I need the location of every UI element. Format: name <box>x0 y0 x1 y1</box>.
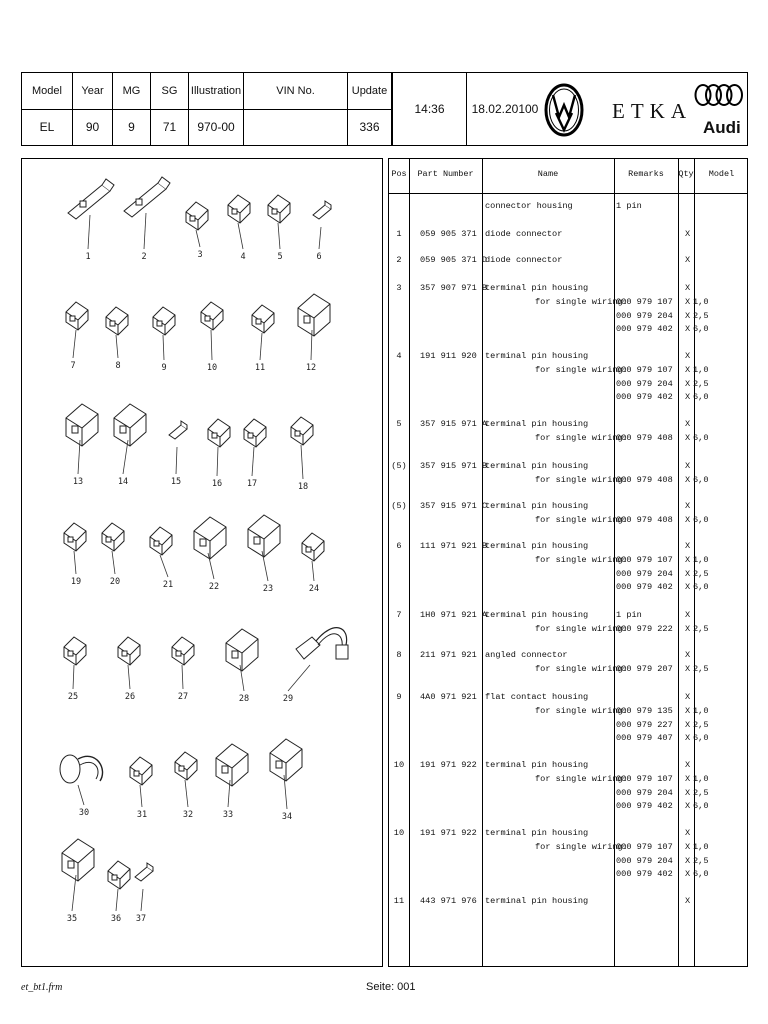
row-qty: X <box>685 650 691 660</box>
part-27-drawing <box>172 637 194 689</box>
row-wiring-label: for single wiring: <box>535 624 628 634</box>
model-cell <box>22 73 73 145</box>
part-number-label: 20 <box>109 577 121 587</box>
row-qty: X <box>685 392 691 403</box>
part-25-drawing <box>64 637 86 689</box>
row-model: 2,5 <box>693 787 709 798</box>
row-model: 6,0 <box>693 475 709 485</box>
vw-logo-icon <box>544 83 584 137</box>
part-number-label: 37 <box>135 914 147 924</box>
time-value: 14:36 <box>392 73 467 145</box>
row-remark: 000 979 204 <box>616 378 673 389</box>
row-name: terminal pin housing <box>485 501 589 511</box>
part-8-drawing <box>106 307 128 358</box>
row-qty: X <box>685 351 691 361</box>
row-model: 2,5 <box>693 624 709 634</box>
part-12-drawing <box>298 294 330 360</box>
part-number-label: 25 <box>67 692 79 702</box>
row-model: 6,0 <box>693 433 709 443</box>
year-cell <box>73 73 113 145</box>
part-number-label: 17 <box>246 479 258 489</box>
part-34-drawing <box>270 739 302 809</box>
sg-value: 71 <box>162 120 177 134</box>
header-bar <box>21 72 748 146</box>
row-part-number: 357 915 971 B <box>420 461 488 471</box>
row-model: 1,0 <box>693 365 709 375</box>
row-model: 1,0 <box>693 774 709 784</box>
row-qty: X <box>685 733 691 744</box>
row-pos: 7 <box>396 610 402 620</box>
row-name: diode connector <box>485 229 563 239</box>
row-model: 2,5 <box>693 568 709 579</box>
illustration-label: Illustration <box>190 85 242 97</box>
row-part-number: 357 907 971 B <box>420 283 488 293</box>
sg-label: SG <box>161 85 178 97</box>
part-number-label: 6 <box>316 252 322 262</box>
row-pos: (5) <box>391 501 407 511</box>
row-model: 6,0 <box>693 582 709 593</box>
part-15-drawing <box>169 421 187 474</box>
part-number-label: 18 <box>297 482 309 492</box>
part-number-label: 23 <box>262 584 274 594</box>
update-label: Update <box>351 85 388 97</box>
row-pos: 4 <box>396 351 402 361</box>
row-name: terminal pin housing <box>485 828 589 838</box>
part-number-label: 30 <box>78 808 90 818</box>
row-qty: X <box>685 869 691 880</box>
illustration-value: 970-00 <box>197 120 235 134</box>
row-qty: X <box>685 624 691 634</box>
part-32-drawing <box>175 752 197 807</box>
row-remark: 000 979 107 <box>616 774 673 784</box>
row-remark: 1 pin <box>616 201 642 211</box>
row-name: terminal pin housing <box>485 283 589 293</box>
row-model: 2,5 <box>693 719 709 730</box>
row-remark: 000 979 107 <box>616 842 673 852</box>
part-10-drawing <box>201 302 223 360</box>
row-wiring-label: for single wiring: <box>535 365 628 375</box>
year-label: Year <box>81 85 104 97</box>
row-qty: X <box>685 801 691 812</box>
col-header-model: Model <box>708 169 735 179</box>
row-remark: 000 979 107 <box>616 555 673 565</box>
row-remark: 1 pin <box>616 610 642 620</box>
part-16-drawing <box>208 419 230 476</box>
row-model: 2,5 <box>693 310 709 321</box>
part-1-drawing <box>68 179 114 249</box>
row-qty: X <box>685 774 691 784</box>
part-number-label: 21 <box>162 580 174 590</box>
part-number-label: 3 <box>197 250 203 260</box>
part-number-label: 9 <box>161 363 167 373</box>
row-remark: 000 979 204 <box>616 310 673 321</box>
row-wiring-label: for single wiring: <box>535 297 628 307</box>
mg-label: MG <box>122 85 141 97</box>
part-9-drawing <box>153 307 175 360</box>
row-part-number: 1H0 971 921 A <box>420 610 488 620</box>
part-5-drawing <box>268 195 290 249</box>
part-number-label: 22 <box>208 582 220 592</box>
part-number-label: 12 <box>305 363 317 373</box>
row-qty: X <box>685 419 691 429</box>
row-model: 6,0 <box>693 324 709 335</box>
row-name: terminal pin housing <box>485 351 589 361</box>
part-number-label: 11 <box>254 363 266 373</box>
row-qty: X <box>685 855 691 866</box>
row-qty: X <box>685 541 691 551</box>
row-pos: 10 <box>393 828 405 838</box>
row-pos: (5) <box>391 461 407 471</box>
part-20-drawing <box>102 523 124 574</box>
part-number-label: 4 <box>240 252 246 262</box>
part-number-label: 28 <box>238 694 250 704</box>
row-qty: X <box>685 229 691 239</box>
part-28-drawing <box>226 629 258 691</box>
row-name: terminal pin housing <box>485 461 589 471</box>
row-wiring-label: for single wiring: <box>535 842 628 852</box>
row-qty: X <box>685 433 691 443</box>
part-6-drawing <box>313 201 331 249</box>
row-qty: X <box>685 828 691 838</box>
row-model: 1,0 <box>693 555 709 565</box>
part-2-drawing <box>124 177 170 249</box>
audi-wordmark: Audi <box>703 118 741 137</box>
col-header-qty: Qty <box>678 169 694 179</box>
row-qty: X <box>685 610 691 620</box>
row-wiring-label: for single wiring: <box>535 475 628 485</box>
row-model: 2,5 <box>693 378 709 389</box>
row-wiring-label: for single wiring: <box>535 555 628 565</box>
part-number-label: 35 <box>66 914 78 924</box>
row-pos: 1 <box>396 229 402 239</box>
part-number-label: 33 <box>222 810 234 820</box>
row-qty: X <box>685 719 691 730</box>
row-remark: 000 979 227 <box>616 719 673 730</box>
row-remark: 000 979 107 <box>616 365 673 375</box>
row-remark: 000 979 408 <box>616 433 673 443</box>
row-model: 1,0 <box>693 706 709 716</box>
row-qty: X <box>685 787 691 798</box>
part-number-label: 34 <box>281 812 293 822</box>
row-remark: 000 979 408 <box>616 515 673 525</box>
row-part-number: 111 971 921 B <box>420 541 488 551</box>
update-value: 336 <box>359 120 380 134</box>
row-name: terminal pin housing <box>485 760 589 770</box>
row-qty: X <box>685 501 691 511</box>
row-model: 6,0 <box>693 733 709 744</box>
row-name: terminal pin housing <box>485 541 589 551</box>
row-wiring-label: for single wiring: <box>535 664 628 674</box>
model-label: Model <box>32 85 62 97</box>
part-number-label: 16 <box>211 479 223 489</box>
part-26-drawing <box>118 637 140 689</box>
row-part-number: 191 911 920 <box>420 351 477 361</box>
row-remark: 000 979 402 <box>616 801 673 812</box>
row-wiring-label: for single wiring: <box>535 774 628 784</box>
row-model: 2,5 <box>693 664 709 674</box>
header-rule <box>389 193 747 194</box>
row-name: terminal pin housing <box>485 610 589 620</box>
parts-table <box>388 158 748 967</box>
col-divider <box>482 159 483 966</box>
part-18-drawing <box>291 417 313 479</box>
part-19-drawing <box>64 523 86 574</box>
row-pos: 8 <box>396 650 402 660</box>
row-model: 6,0 <box>693 801 709 812</box>
part-24-drawing <box>302 533 324 581</box>
row-pos: 5 <box>396 419 402 429</box>
row-remark: 000 979 204 <box>616 568 673 579</box>
part-number-label: 14 <box>117 477 129 487</box>
row-qty: X <box>685 706 691 716</box>
part-number-label: 19 <box>70 577 82 587</box>
row-model: 6,0 <box>693 515 709 525</box>
col-divider <box>409 159 410 966</box>
row-name: connector housing <box>485 201 573 211</box>
part-number-label: 1 <box>85 252 91 262</box>
row-model: 2,5 <box>693 855 709 866</box>
row-pos: 11 <box>393 896 405 906</box>
row-pos: 2 <box>396 255 402 265</box>
part-30-drawing <box>60 755 103 805</box>
row-remark: 000 979 407 <box>616 733 673 744</box>
row-qty: X <box>685 378 691 389</box>
row-part-number: 211 971 921 <box>420 650 477 660</box>
row-name: terminal pin housing <box>485 419 589 429</box>
row-qty: X <box>685 310 691 321</box>
row-qty: X <box>685 582 691 593</box>
part-37-drawing <box>135 863 153 911</box>
part-31-drawing <box>130 757 152 807</box>
row-wiring-label: for single wiring: <box>535 433 628 443</box>
part-number-label: 5 <box>277 252 283 262</box>
part-number-label: 2 <box>141 252 147 262</box>
row-pos: 10 <box>393 760 405 770</box>
row-part-number: 357 915 971 A <box>420 419 488 429</box>
row-remark: 000 979 402 <box>616 869 673 880</box>
row-name: diode connector <box>485 255 563 265</box>
update-cell <box>348 73 392 145</box>
illustration-panel <box>21 158 383 967</box>
row-qty: X <box>685 475 691 485</box>
row-qty: X <box>685 255 691 265</box>
row-qty: X <box>685 568 691 579</box>
parts-illustration <box>22 159 382 966</box>
mg-value: 9 <box>128 120 135 134</box>
row-model: 1,0 <box>693 297 709 307</box>
col-header-part-number: Part Number <box>417 169 474 179</box>
part-29-drawing <box>288 628 348 691</box>
part-17-drawing <box>244 419 266 476</box>
row-pos: 9 <box>396 692 402 702</box>
row-pos: 3 <box>396 283 402 293</box>
row-qty: X <box>685 842 691 852</box>
row-remark: 000 979 402 <box>616 392 673 403</box>
row-qty: X <box>685 515 691 525</box>
row-remark: 000 979 204 <box>616 855 673 866</box>
part-35-drawing <box>62 839 94 911</box>
row-remark: 000 979 222 <box>616 624 673 634</box>
etka-title: ETKA <box>612 99 692 123</box>
part-3-drawing <box>186 202 208 247</box>
row-part-number: 357 915 971 C <box>420 501 488 511</box>
part-number-label: 36 <box>110 914 122 924</box>
row-qty: X <box>685 664 691 674</box>
audi-rings-icon <box>694 83 744 107</box>
footer-page: Seite: 001 <box>366 981 416 993</box>
row-name: angled connector <box>485 650 568 660</box>
row-qty: X <box>685 365 691 375</box>
row-remark: 000 979 207 <box>616 664 673 674</box>
illustration-cell <box>189 73 244 145</box>
row-qty: X <box>685 692 691 702</box>
row-part-number: 059 905 371 D <box>420 255 488 265</box>
part-13-drawing <box>66 404 98 474</box>
part-number-label: 15 <box>170 477 182 487</box>
row-wiring-label: for single wiring: <box>535 706 628 716</box>
row-qty: X <box>685 555 691 565</box>
part-number-label: 26 <box>124 692 136 702</box>
row-remark: 000 979 402 <box>616 582 673 593</box>
part-number-label: 31 <box>136 810 148 820</box>
col-header-pos: Pos <box>391 169 407 179</box>
date-value: 18.02.20100 <box>471 102 539 116</box>
row-wiring-label: for single wiring: <box>535 515 628 525</box>
part-33-drawing <box>216 744 248 807</box>
row-part-number: 191 971 922 <box>420 828 477 838</box>
row-remark: 000 979 408 <box>616 475 673 485</box>
model-value: EL <box>39 120 55 134</box>
mg-cell <box>113 73 151 145</box>
part-number-label: 8 <box>115 361 121 371</box>
row-remark: 000 979 204 <box>616 787 673 798</box>
part-22-drawing <box>194 517 226 579</box>
part-number-label: 13 <box>72 477 84 487</box>
vin-label: VIN No. <box>276 85 315 97</box>
row-model: 6,0 <box>693 392 709 403</box>
part-number-label: 24 <box>308 584 320 594</box>
row-model: 1,0 <box>693 842 709 852</box>
part-4-drawing <box>228 195 250 249</box>
part-36-drawing <box>108 861 130 911</box>
row-part-number: 059 905 371 <box>420 229 477 239</box>
row-remark: 000 979 107 <box>616 297 673 307</box>
row-part-number: 4A0 971 921 <box>420 692 477 702</box>
row-remark: 000 979 135 <box>616 706 673 716</box>
year-value: 90 <box>85 120 100 134</box>
row-pos: 6 <box>396 541 402 551</box>
row-qty: X <box>685 896 691 906</box>
row-model: 6,0 <box>693 869 709 880</box>
part-21-drawing <box>150 527 172 577</box>
col-header-remarks: Remarks <box>628 169 664 179</box>
part-11-drawing <box>252 305 274 360</box>
row-part-number: 191 971 922 <box>420 760 477 770</box>
part-23-drawing <box>248 515 280 581</box>
row-name: flat contact housing <box>485 692 589 702</box>
row-qty: X <box>685 297 691 307</box>
part-14-drawing <box>114 404 146 474</box>
footer-filename: et_bt1.frm <box>21 982 63 993</box>
col-header-name: Name <box>537 169 559 179</box>
part-7-drawing <box>66 302 88 358</box>
row-qty: X <box>685 461 691 471</box>
part-number-label: 29 <box>282 694 294 704</box>
row-qty: X <box>685 760 691 770</box>
row-qty: X <box>685 324 691 335</box>
row-name: terminal pin housing <box>485 896 589 906</box>
part-number-label: 7 <box>70 361 76 371</box>
row-qty: X <box>685 283 691 293</box>
row-remark: 000 979 402 <box>616 324 673 335</box>
col-divider <box>678 159 679 966</box>
row-part-number: 443 971 976 <box>420 896 477 906</box>
part-number-label: 27 <box>177 692 189 702</box>
sg-cell <box>151 73 189 145</box>
vin-cell <box>244 73 348 145</box>
part-number-label: 10 <box>206 363 218 373</box>
part-number-label: 32 <box>182 810 194 820</box>
